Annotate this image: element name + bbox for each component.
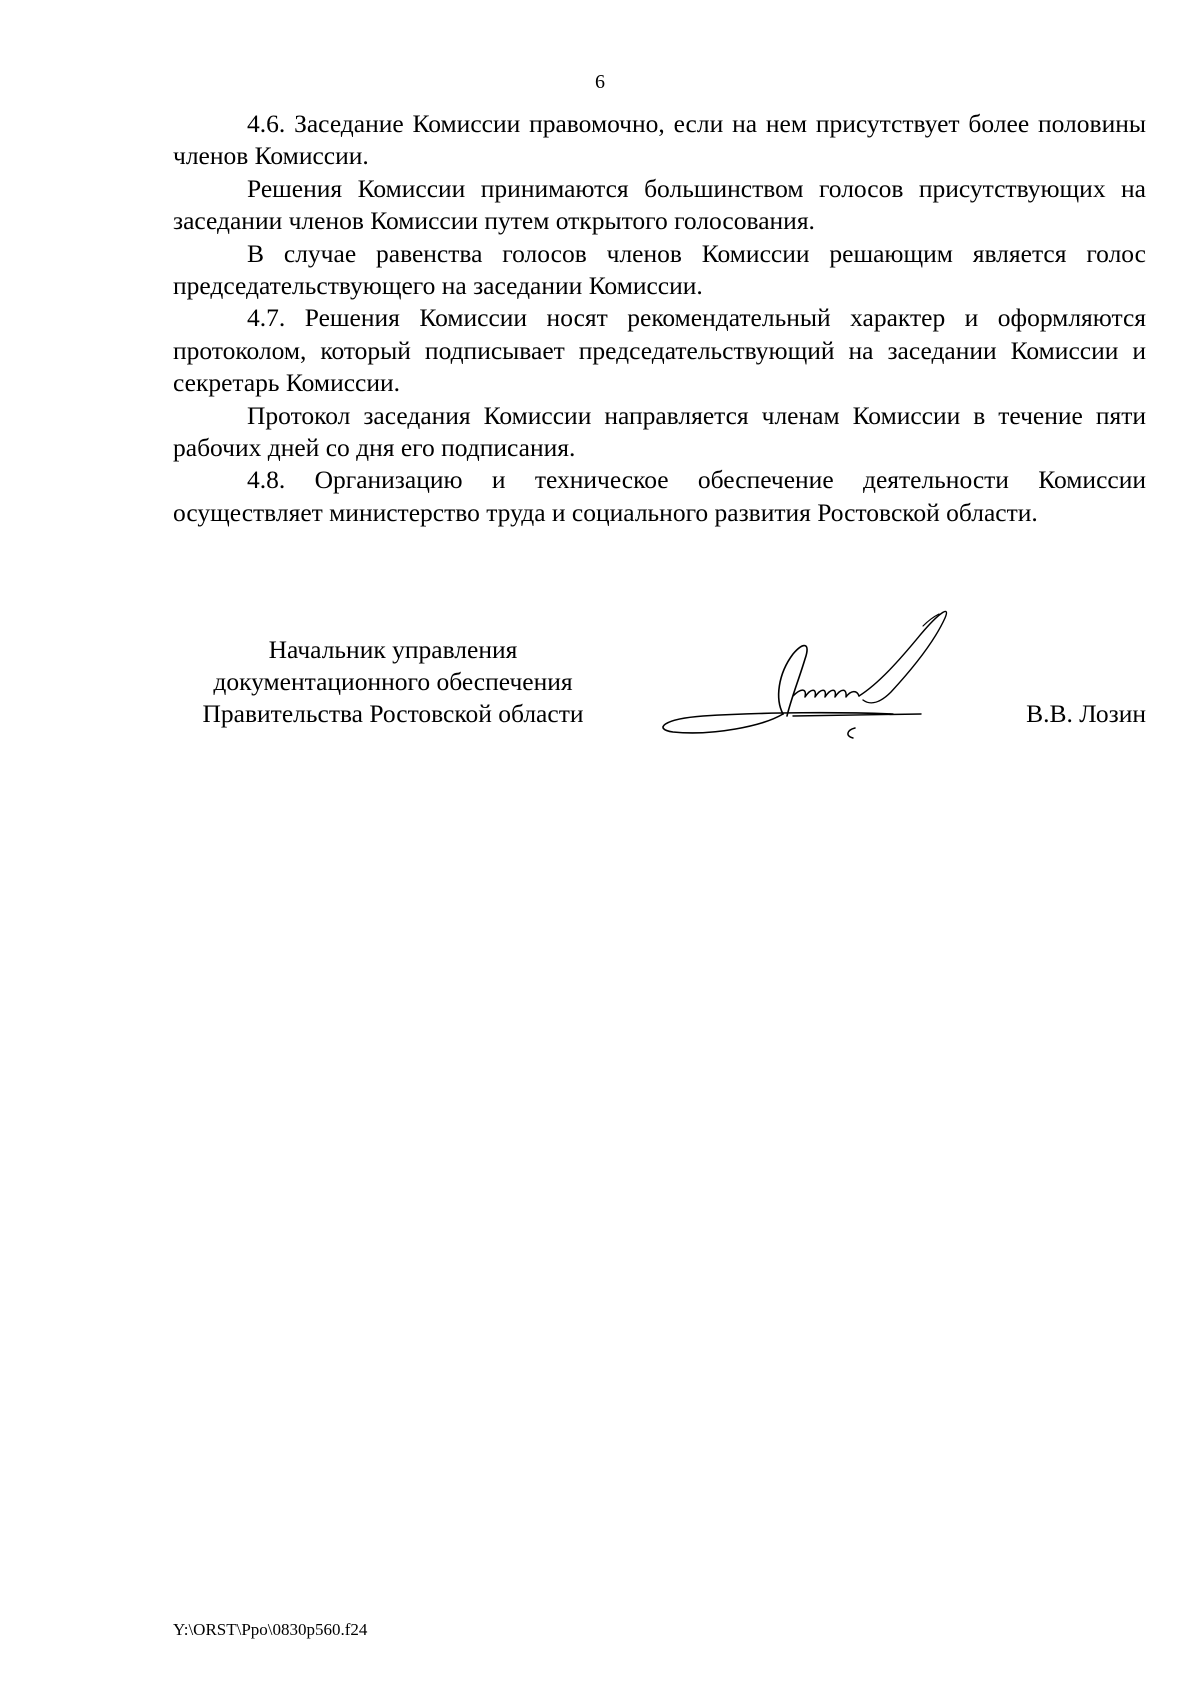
signer-title xyxy=(173,634,613,731)
signature-block xyxy=(173,634,1146,754)
paragraph-protocol-distribution: Протокол заседания Комиссии направляется членам Комиссии в течение пяти рабочих дней со дня его подписания. xyxy=(173,400,1146,463)
paragraph-4-6: 4.6. Заседание Комиссии правомочно, если на нем присутствует более половины членов Комиссии. xyxy=(173,109,1146,171)
document-body xyxy=(173,108,1146,529)
paragraph-4-8: 4.8. Организацию и техническое обеспечение деятельности Комиссии осуществляет министерство труда и социального развития Ростовской области. xyxy=(173,465,1146,527)
paragraph-tie-vote: В случае равенства голосов членов Комиссии решающим является голос председательствующего на заседании Комиссии. xyxy=(173,238,1146,301)
signer-title-line-3: Правительства Ростовской области xyxy=(202,699,584,729)
handwritten-signature xyxy=(653,604,973,754)
paragraph-4-7: 4.7. Решения Комиссии носят рекомендательный характер и оформляются протоколом, который подписывает председательствующий на заседании Комиссии и секретарь Комиссии. xyxy=(173,303,1146,398)
page-number: 6 xyxy=(595,71,605,93)
footer-file-path: Y:\ORST\Ppo\0830p560.f24 xyxy=(173,1620,368,1639)
signer-title-line-2: документационного обеспечения xyxy=(213,667,573,697)
signer-title-line-1: Начальник управления xyxy=(268,635,518,664)
paragraph-decisions-majority: Решения Комиссии принимаются большинством голосов присутствующих на заседании членов Комиссии путем открытого голосования. xyxy=(173,173,1146,236)
signer-name: В.В. Лозин xyxy=(1026,699,1146,728)
